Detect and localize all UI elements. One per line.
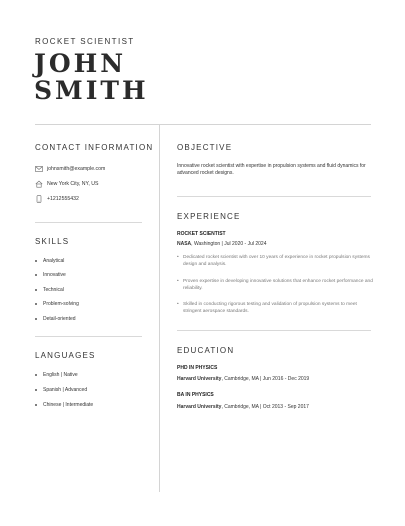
skill-item: Technical bbox=[35, 285, 64, 295]
experience-employer: NASA bbox=[177, 241, 192, 247]
bullet-dot-icon bbox=[35, 303, 37, 305]
education-section-title: EDUCATION bbox=[177, 346, 235, 355]
education-school: Harvard University bbox=[177, 376, 222, 382]
skill-item: Problem-solving bbox=[35, 299, 79, 309]
contact-phone-row bbox=[35, 193, 79, 205]
last-name: SMITH bbox=[34, 76, 149, 105]
experience-role: ROCKET SCIENTIST bbox=[177, 231, 226, 237]
education-school: Harvard University bbox=[177, 404, 222, 410]
languages-section-title: LANGUAGES bbox=[35, 351, 96, 360]
contact-location-row bbox=[35, 178, 98, 190]
language-item: Spanish | Advanced bbox=[35, 385, 87, 395]
contact-divider bbox=[35, 222, 142, 223]
experience-divider bbox=[177, 330, 371, 331]
experience-employer-line bbox=[177, 241, 267, 247]
education-degree: PHD IN PHYSICS bbox=[177, 365, 218, 371]
language-item: Chinese | Intermediate bbox=[35, 400, 93, 410]
bullet-dot-icon bbox=[35, 289, 37, 291]
bullet-dot-icon bbox=[35, 404, 37, 406]
column-divider bbox=[159, 124, 160, 492]
language-item: English | Native bbox=[35, 370, 78, 380]
home-icon bbox=[35, 180, 43, 188]
bullet-dot-icon bbox=[35, 260, 37, 262]
education-details: , Cambridge, MA | Oct 2013 - Sep 2017 bbox=[221, 404, 309, 410]
bullet-dot-icon: • bbox=[177, 302, 179, 307]
bullet-dot-icon bbox=[35, 374, 37, 376]
envelope-icon bbox=[35, 165, 43, 173]
bullet-dot-icon: • bbox=[177, 279, 179, 284]
contact-email-row bbox=[35, 163, 105, 175]
skills-section-title: SKILLS bbox=[35, 237, 70, 246]
job-title: ROCKET SCIENTIST bbox=[35, 37, 135, 46]
skill-item: Detail-oriented bbox=[35, 314, 76, 324]
skill-item: Analytical bbox=[35, 256, 64, 266]
experience-location-dates: , Washington | Jul 2020 - Jul 2024 bbox=[191, 241, 267, 247]
contact-location: New York City, NY, US bbox=[47, 181, 99, 187]
education-details: , Cambridge, MA | Jun 2016 - Dec 2019 bbox=[221, 376, 310, 382]
skill-item: Innovative bbox=[35, 270, 66, 280]
skills-divider bbox=[35, 336, 142, 337]
education-degree: BA IN PHYSICS bbox=[177, 392, 214, 398]
header-divider bbox=[35, 124, 371, 125]
education-school-line bbox=[177, 376, 309, 382]
bullet-dot-icon bbox=[35, 389, 37, 391]
experience-bullet: • Proven expertise in developing innovative solutions that enhance rocket performance and reliability. bbox=[177, 279, 373, 291]
bullet-dot-icon bbox=[35, 318, 37, 320]
first-name: JOHN bbox=[34, 49, 127, 78]
objective-text: Innovative rocket scientist with expertise in propulsion systems and fluid dynamics for advanced rocket designs. bbox=[177, 163, 366, 176]
experience-section-title: EXPERIENCE bbox=[177, 212, 241, 221]
phone-icon bbox=[35, 195, 43, 203]
bullet-dot-icon bbox=[35, 274, 37, 276]
experience-bullet: • Skilled in conducting rigorous testing and validation of propulsion systems to meet stringent aerospace standards. bbox=[177, 302, 357, 314]
contact-phone[interactable]: +1212555432 bbox=[47, 196, 79, 202]
objective-section-title: OBJECTIVE bbox=[177, 143, 233, 152]
contact-email[interactable]: johnsmith@example.com bbox=[47, 166, 106, 172]
objective-divider bbox=[177, 196, 371, 197]
full-name bbox=[34, 50, 149, 104]
education-school-line bbox=[177, 404, 309, 410]
experience-bullet: • Dedicated rocket scientist with over 10 years of experience in rocket propulsion systems design and analysis. bbox=[177, 255, 370, 267]
bullet-dot-icon: • bbox=[177, 255, 179, 260]
contact-section-title: CONTACT INFORMATION bbox=[35, 143, 154, 152]
